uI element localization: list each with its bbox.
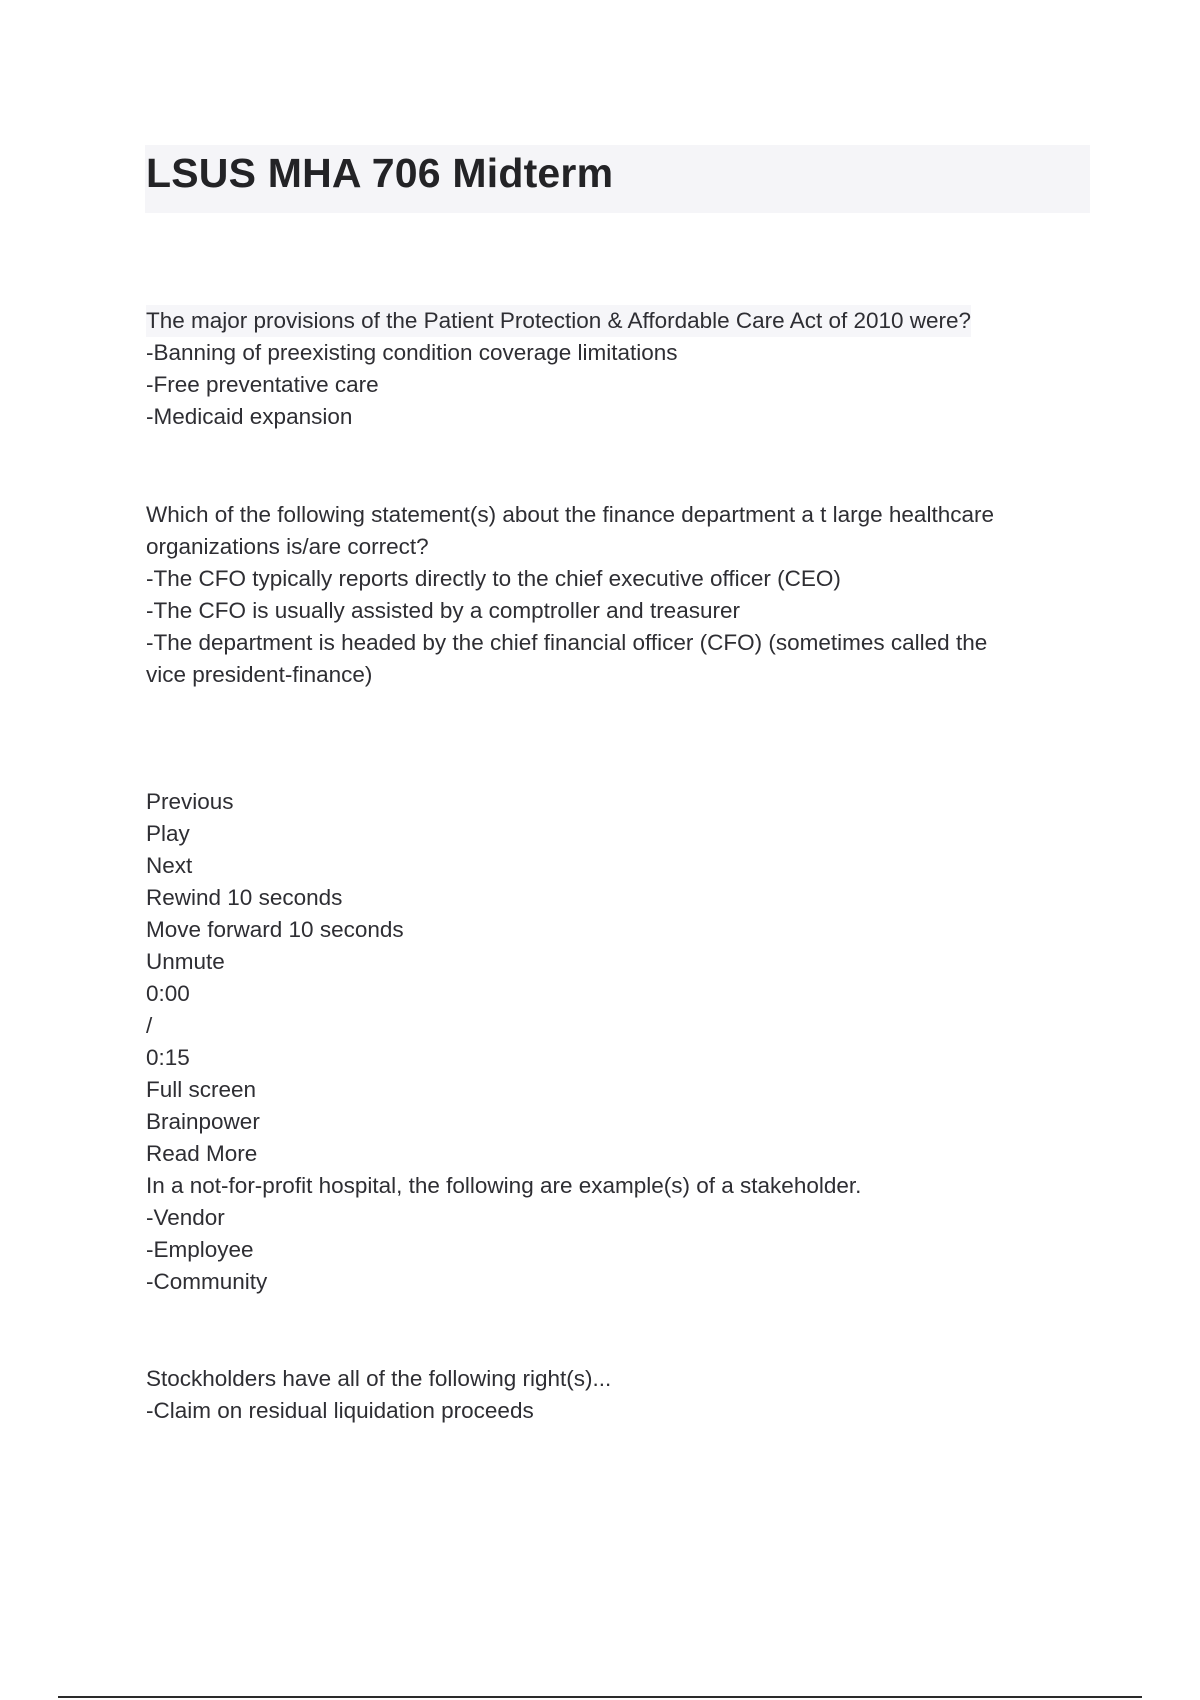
brand-label: Brainpower <box>146 1109 260 1134</box>
read-more-link[interactable]: Read More <box>146 1141 258 1166</box>
answer-item: -The CFO is usually assisted by a comptroller and treasurer <box>146 598 740 623</box>
current-time: 0:00 <box>146 981 190 1006</box>
duration: 0:15 <box>146 1045 190 1070</box>
unmute-button[interactable]: Unmute <box>146 949 225 974</box>
answer-item: -The CFO typically reports directly to the chief executive officer (CEO) <box>146 566 841 591</box>
forward-button[interactable]: Move forward 10 seconds <box>146 917 404 942</box>
question-text: Which of the following statement(s) about the finance department a t large healthcare <box>146 502 994 527</box>
answer-item: -Employee <box>146 1237 254 1262</box>
question-block-1 <box>146 305 971 433</box>
answer-item: -Banning of preexisting condition coverage limitations <box>146 340 678 365</box>
time-separator: / <box>146 1013 153 1038</box>
answer-item: -Community <box>146 1269 268 1294</box>
answer-item: -Free preventative care <box>146 372 379 397</box>
question-text: Stockholders have all of the following right(s)... <box>146 1366 612 1391</box>
next-button[interactable]: Next <box>146 853 193 878</box>
answer-item: -Medicaid expansion <box>146 404 353 429</box>
answer-item: -Vendor <box>146 1205 225 1230</box>
rewind-button[interactable]: Rewind 10 seconds <box>146 885 343 910</box>
fullscreen-button[interactable]: Full screen <box>146 1077 257 1102</box>
question-block-2 <box>146 499 994 691</box>
question-text-continued: organizations is/are correct? <box>146 534 429 559</box>
previous-button[interactable]: Previous <box>146 789 234 814</box>
question-block-4 <box>146 1363 611 1427</box>
answer-item: -The department is headed by the chief financial officer (CFO) (sometimes called the <box>146 630 988 655</box>
answer-item: -Claim on residual liquidation proceeds <box>146 1398 534 1423</box>
video-player-block <box>146 786 861 1298</box>
document-title: LSUS MHA 706 Midterm <box>146 150 614 196</box>
play-button[interactable]: Play <box>146 821 190 846</box>
question-text: In a not-for-profit hospital, the following are example(s) of a stakeholder. <box>146 1173 862 1198</box>
question-text: The major provisions of the Patient Protection & Affordable Care Act of 2010 were? <box>146 305 971 337</box>
page-bottom-divider <box>58 1696 1142 1698</box>
answer-item-continued: vice president-finance) <box>146 662 373 687</box>
